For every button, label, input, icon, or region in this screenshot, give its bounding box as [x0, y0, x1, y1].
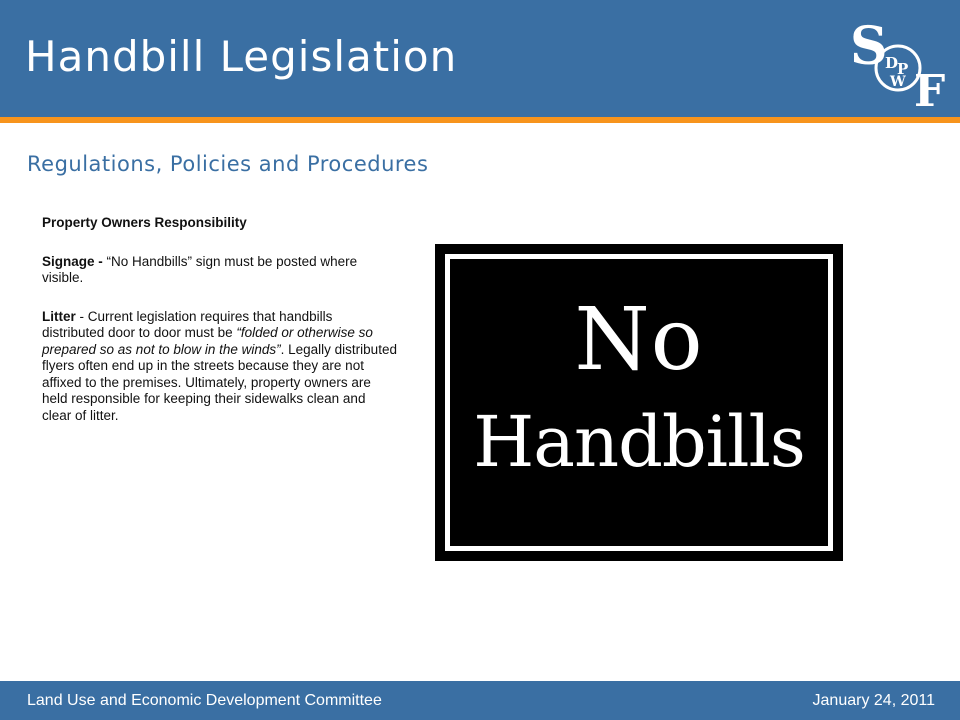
logo-letter-s: S [850, 16, 888, 77]
signage-label: Signage - [42, 253, 107, 269]
no-handbills-sign-image [435, 244, 843, 561]
signage-paragraph [42, 254, 408, 287]
logo-letter-d: D [885, 54, 899, 72]
signage-line-1 [42, 254, 408, 271]
signage-text-line2: visible. [42, 270, 84, 285]
sign-face [458, 267, 820, 538]
litter-paragraph [42, 309, 397, 425]
litter-text-after: . Legally distributed flyers often end up in the streets because they are not affixed to the premises. Ultimately, property owners are held responsible for keeping their sidewalks clean and clear of litter. [42, 341, 397, 423]
header-accent-stripe [0, 117, 960, 123]
slide-title: Handbill Legislation [25, 32, 458, 81]
sign-border [445, 254, 833, 551]
litter-quote: “folded or otherwise so prepared so as not to blow in the winds” [42, 325, 373, 357]
content-body [42, 215, 408, 424]
footer-committee: Land Use and Economic Development Committee [27, 692, 382, 709]
logo-letter-p: P [897, 60, 909, 78]
sign-text-handbills: Handbills [473, 401, 805, 483]
signage-text-line1: “No Handbills” sign must be posted where [106, 253, 358, 269]
logo-letter-w: W [890, 74, 906, 90]
litter-text-before: - Current legislation requires that handbills distributed door to door must be [42, 308, 333, 340]
slide-subtitle: Regulations, Policies and Procedures [27, 152, 429, 176]
sfdpw-logo [848, 16, 948, 110]
logo-letter-f: F [914, 66, 946, 110]
litter-label: Litter [42, 308, 76, 324]
sign-text-no: No [574, 290, 704, 390]
section-heading: Property Owners Responsibility [42, 215, 247, 230]
footer-date: January 24, 2011 [812, 692, 935, 709]
